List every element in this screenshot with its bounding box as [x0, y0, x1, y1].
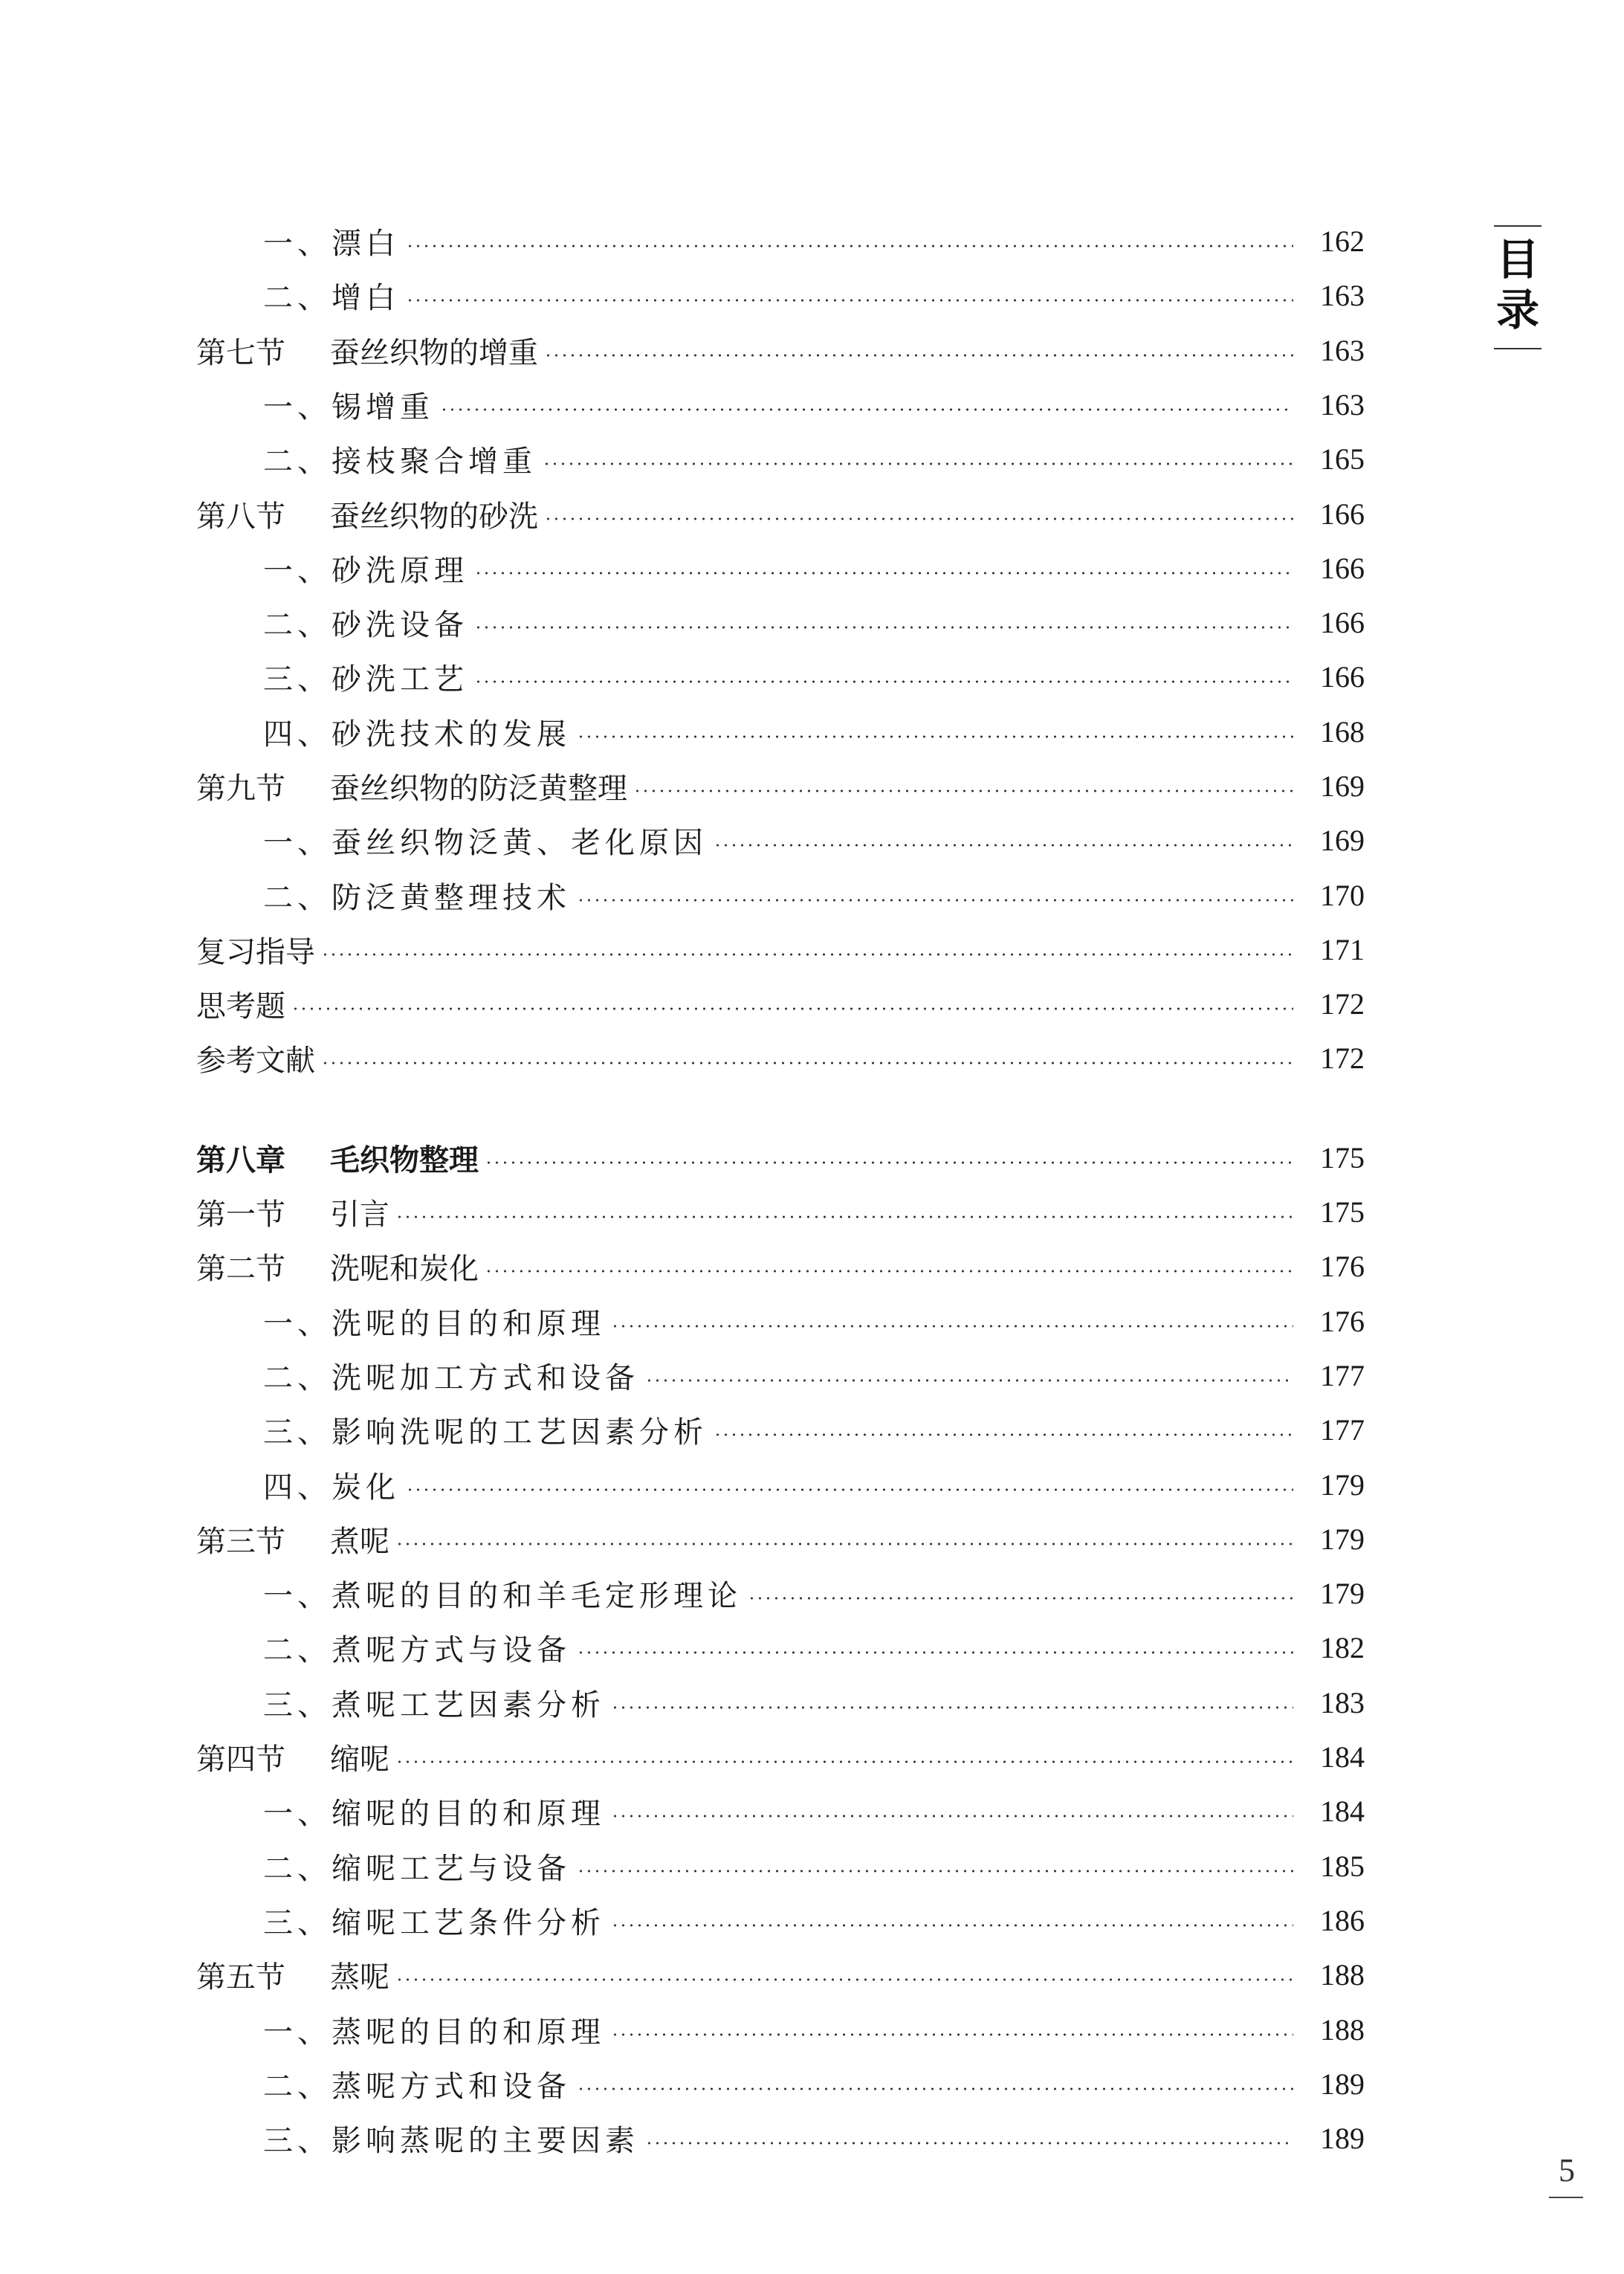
toc-entry-label: [263, 1572, 742, 1615]
toc-entry-page: 176: [1320, 1249, 1365, 1283]
dot-leader: [748, 1597, 1293, 1600]
dot-leader: [544, 354, 1293, 357]
toc-entry-page: 166: [1320, 551, 1365, 585]
toc-entry-title: 蚕丝织物的防泛黄整理: [330, 771, 627, 806]
toc-entry: [263, 1348, 1365, 1402]
toc-entry-title: 思考题: [196, 989, 285, 1024]
toc-entry-label: [263, 384, 434, 426]
toc-entry-label: [263, 1790, 605, 1832]
toc-entry: [196, 1239, 1365, 1293]
toc-entry-page: 175: [1320, 1140, 1365, 1175]
dot-leader: [544, 517, 1293, 520]
section-number: 第七节: [196, 335, 285, 370]
dot-leader: [611, 1706, 1293, 1709]
toc-entry-page: 179: [1320, 1467, 1365, 1502]
toc-entry-label: [263, 819, 708, 862]
dot-leader: [395, 1543, 1293, 1545]
toc-entry-title: 一、缩呢的目的和原理: [263, 1796, 605, 1831]
toc-entry: [263, 1403, 1365, 1456]
toc-entry-label: [196, 1137, 479, 1179]
toc-entry: [263, 1621, 1365, 1674]
page-number: 5: [1559, 2152, 1575, 2189]
toc-entry-title: 二、缩呢工艺与设备: [263, 1851, 571, 1886]
toc-entry-page: 169: [1320, 823, 1365, 857]
toc-entry-title: 三、砂洗工艺: [263, 662, 468, 697]
toc-entry-label: [196, 765, 627, 807]
toc-entry-label: [263, 2009, 605, 2051]
toc-entry: [263, 868, 1365, 922]
dot-leader: [577, 735, 1293, 738]
dot-leader: [714, 844, 1293, 847]
toc-entry-title: 洗呢和炭化: [330, 1251, 479, 1286]
toc-entry: [263, 1294, 1365, 1348]
toc-entry-label: [263, 1627, 571, 1669]
toc-entry-title: 蚕丝织物的增重: [330, 335, 538, 370]
toc-entry-label: [263, 1409, 708, 1451]
toc-entry-page: 169: [1320, 769, 1365, 803]
dot-leader: [485, 1270, 1293, 1273]
dot-leader: [611, 1924, 1293, 1927]
toc-entry-page: 163: [1320, 278, 1365, 312]
dot-leader: [577, 2087, 1293, 2090]
toc-entry-title: 二、蒸呢方式和设备: [263, 2069, 571, 2104]
toc-entry-title: 蚕丝织物的砂洗: [330, 499, 538, 534]
toc-entry-title: 二、洗呢加工方式和设备: [263, 1360, 639, 1395]
dot-leader: [395, 1760, 1293, 1763]
toc-entry-page: 185: [1320, 1849, 1365, 1883]
toc-entry-page: 184: [1320, 1740, 1365, 1774]
toc-entry: [263, 2111, 1365, 2165]
section-number: 第五节: [196, 1960, 285, 1994]
toc-entry: [263, 2057, 1365, 2110]
side-tab-top-rule: [1494, 225, 1541, 227]
toc-entry-page: 163: [1320, 333, 1365, 367]
toc-entry-page: 170: [1320, 878, 1365, 912]
toc-entry-label: [196, 493, 538, 535]
toc-entry: [196, 1185, 1365, 1238]
section-number: 第九节: [196, 771, 285, 806]
dot-leader: [474, 572, 1293, 575]
toc-entry-label: [263, 1682, 605, 1724]
toc-entry-label: [196, 1736, 389, 1778]
toc-entry-label: [263, 656, 468, 698]
toc-entry: [263, 1676, 1365, 1729]
toc-entry-page: 162: [1320, 224, 1365, 258]
dot-leader: [714, 1433, 1293, 1436]
dot-leader: [611, 1325, 1293, 1328]
toc-entry-label: [263, 1845, 571, 1887]
toc-entry-title: 一、煮呢的目的和羊毛定形理论: [263, 1578, 742, 1613]
toc-entry: [263, 1458, 1365, 1511]
dot-leader: [321, 1062, 1293, 1065]
toc-entry-label: [263, 1354, 639, 1397]
toc-entry-label: [263, 601, 468, 644]
toc-entry-page: 182: [1320, 1630, 1365, 1664]
toc-entry-label: [196, 329, 538, 372]
toc-entry: [263, 432, 1365, 485]
toc-entry: [263, 650, 1365, 703]
toc-entry-title: 复习指导: [196, 934, 315, 969]
dot-leader: [406, 245, 1293, 248]
toc-entry-page: 186: [1320, 1903, 1365, 1937]
toc-entry: [263, 541, 1365, 595]
toc-entry-title: 一、漂白: [263, 226, 400, 261]
toc-entry: [196, 1948, 1365, 2001]
toc-entry: [196, 323, 1365, 377]
toc-entry-label: [196, 928, 315, 971]
toc-entry-title: 四、炭化: [263, 1470, 400, 1505]
toc-entry-label: [263, 2117, 639, 2160]
toc-entry-label: [263, 1899, 605, 1942]
toc-entry-page: 172: [1320, 1041, 1365, 1075]
side-tab-bottom-rule: [1494, 348, 1541, 349]
toc-entry-title: 引言: [330, 1197, 389, 1232]
dot-leader: [395, 1978, 1293, 1981]
section-number: 第三节: [196, 1524, 285, 1559]
dot-leader: [577, 1870, 1293, 1873]
dot-leader: [321, 953, 1293, 956]
dot-leader: [440, 408, 1293, 411]
toc-entry-label: [196, 1245, 479, 1288]
toc-entry-page: 177: [1320, 1358, 1365, 1392]
section-number: 第二节: [196, 1251, 285, 1286]
toc-entry: [196, 1730, 1365, 1783]
toc-entry-title: 煮呢: [330, 1524, 389, 1559]
section-number: 第四节: [196, 1742, 285, 1777]
toc-entry-title: 二、增白: [263, 280, 400, 315]
dot-leader: [633, 789, 1293, 792]
toc-entry: [196, 1512, 1365, 1566]
side-tab-title: 目录: [1495, 234, 1539, 335]
toc-entry-label: [263, 2063, 571, 2105]
toc-entry-title: 二、煮呢方式与设备: [263, 1632, 571, 1667]
toc-entry-label: [263, 220, 400, 262]
dot-leader: [395, 1215, 1293, 1218]
toc-entry-title: 二、接枝聚合增重: [263, 444, 537, 479]
toc-entry: [263, 1566, 1365, 1620]
dot-leader: [611, 2033, 1293, 2036]
toc-entry: [196, 923, 1365, 976]
toc-entry: [196, 487, 1365, 540]
dot-leader: [645, 2142, 1293, 2145]
toc-entry-title: 一、砂洗原理: [263, 553, 468, 588]
toc-entry-title: 三、影响洗呢的工艺因素分析: [263, 1415, 708, 1450]
toc-entry: [263, 214, 1365, 268]
toc-entry-page: 166: [1320, 497, 1365, 531]
toc-entry-label: [196, 1954, 389, 1996]
toc-entry-page: 171: [1320, 932, 1365, 966]
toc-entry-page: 166: [1320, 605, 1365, 639]
toc-entry-title: 一、锡增重: [263, 390, 434, 424]
toc-entry-title: 二、砂洗设备: [263, 607, 468, 642]
toc-entry-page: 189: [1320, 2067, 1365, 2101]
dot-leader: [577, 1651, 1293, 1654]
toc-entry-page: 188: [1320, 2012, 1365, 2047]
toc-entry-title: 一、蚕丝织物泛黄、老化原因: [263, 825, 708, 860]
toc-entry: [263, 378, 1365, 431]
toc-entry-page: 177: [1320, 1412, 1365, 1447]
toc-entry: [196, 759, 1365, 813]
toc-entry-label: [263, 1464, 400, 1506]
toc-entry-page: 188: [1320, 1957, 1365, 1992]
toc-entry-label: [263, 874, 571, 917]
toc-entry-label: [196, 1037, 315, 1079]
toc-entry-page: 168: [1320, 714, 1365, 749]
toc-entry-title: 三、影响蒸呢的主要因素: [263, 2123, 639, 2158]
dot-leader: [543, 462, 1293, 465]
toc-entry-title: 三、煮呢工艺因素分析: [263, 1687, 605, 1722]
toc-entry-title: 三、缩呢工艺条件分析: [263, 1905, 605, 1940]
toc-entry: [196, 1031, 1365, 1085]
toc-entry-title: 蒸呢: [330, 1960, 389, 1994]
toc-entry: [263, 1893, 1365, 1947]
toc-entry-title: 一、蒸呢的目的和原理: [263, 2015, 605, 2049]
toc-entry-page: 189: [1320, 2121, 1365, 2155]
toc-entry-label: [263, 1300, 605, 1343]
toc-entry-title: 二、防泛黄整理技术: [263, 880, 571, 915]
toc-entry-page: 184: [1320, 1794, 1365, 1828]
toc-entry-label: [196, 1191, 389, 1233]
dot-leader: [474, 680, 1293, 683]
dot-leader: [577, 899, 1293, 902]
toc-entry-page: 183: [1320, 1685, 1365, 1719]
dot-leader: [611, 1815, 1293, 1818]
toc-entry: [263, 813, 1365, 867]
toc-entry-page: 166: [1320, 659, 1365, 694]
toc-entry-page: 175: [1320, 1195, 1365, 1229]
toc-entry-title: 缩呢: [330, 1742, 389, 1777]
toc-entry: [196, 977, 1365, 1030]
dot-leader: [291, 1007, 1293, 1010]
dot-leader: [645, 1379, 1293, 1382]
toc-entry: [263, 1839, 1365, 1893]
toc-entry-page: 172: [1320, 986, 1365, 1021]
dot-leader: [485, 1161, 1293, 1164]
toc-entry-page: 165: [1320, 442, 1365, 476]
toc-entry-label: [263, 547, 468, 590]
toc-entry: [263, 2003, 1365, 2056]
dot-leader: [406, 299, 1293, 302]
toc-entry: [263, 1784, 1365, 1838]
toc-entry-page: 163: [1320, 387, 1365, 421]
toc-entry-page: 179: [1320, 1522, 1365, 1556]
toc-entry-title: 四、砂洗技术的发展: [263, 717, 571, 752]
toc-entry-label: [263, 438, 537, 480]
toc-entry-title: 毛织物整理: [330, 1142, 479, 1178]
toc-entry: [263, 595, 1365, 649]
toc-entry: [263, 268, 1365, 322]
dot-leader: [406, 1488, 1293, 1491]
toc-entry: [196, 1131, 1365, 1184]
toc-entry-label: [196, 983, 285, 1025]
section-number: 第八节: [196, 499, 285, 534]
toc-entry-title: 参考文献: [196, 1043, 315, 1078]
chapter-number: 第八章: [196, 1142, 285, 1178]
toc-entry-page: 176: [1320, 1304, 1365, 1338]
toc-entry-page: 179: [1320, 1576, 1365, 1610]
toc-entry-label: [263, 274, 400, 317]
section-number: 第一节: [196, 1197, 285, 1232]
dot-leader: [474, 626, 1293, 629]
page-number-rule: [1549, 2197, 1583, 2198]
toc-entry-title: 一、洗呢的目的和原理: [263, 1306, 605, 1341]
toc-entry-label: [263, 711, 571, 753]
toc-entry: [263, 705, 1365, 758]
toc-entry-label: [196, 1518, 389, 1560]
